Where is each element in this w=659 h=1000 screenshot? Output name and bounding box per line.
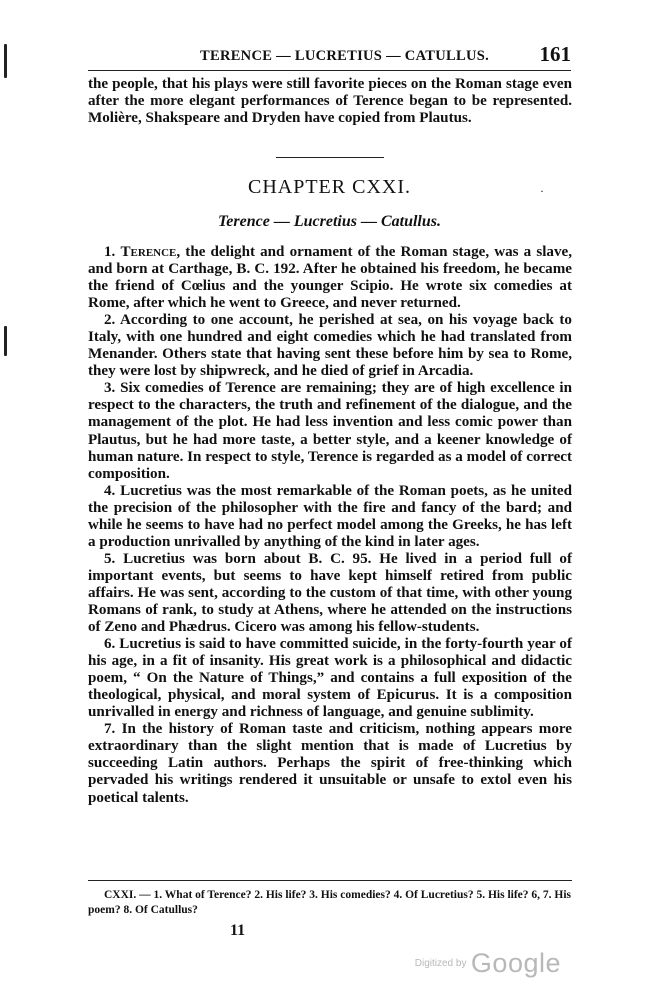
margin-mark-middle xyxy=(4,326,7,356)
printer-signature: 11 xyxy=(230,922,246,939)
paragraph-text: According to one account, he perished at sea, on his voyage back to Italy, with one hundred and eight comedies which he had translated from Menander. Others state that having sent these before him by sea to Rome, they were lost by shipwreck, and he died of grief in Arcadia. xyxy=(88,312,572,380)
paragraph-2 xyxy=(88,312,572,380)
paragraph-number: 7. xyxy=(104,721,116,738)
chapter-title: CHAPTER CXXI. xyxy=(247,176,411,198)
paragraph-text: In the history of Roman taste and criticism, nothing appears more extraordinary than the slight mention that is made of Lucretius by succeeding Latin authors. Perhaps the spirit of free-thinking which pervaded his writings rendered it unsuitable or unsafe to extol even his poetical talents. xyxy=(88,721,572,806)
chapter-subtitle: Terence — Lucretius — Catullus. xyxy=(218,213,441,230)
paragraph-6 xyxy=(88,636,572,721)
intro-paragraph: the people, that his plays were still favorite pieces on the Roman stage even after the more elegant performances of Terence began to be represented. Molière, Shakspeare and Dryden have copied from Plautus. xyxy=(88,76,572,127)
paragraph-7 xyxy=(88,721,572,806)
paragraph-text: , the delight and ornament of the Roman stage, was a slave, and born at Carthage, B. C. 192. After he obtained his freedom, he became the friend of Cœlius and the younger Scipio. He wrote six comedies at Rome, after which he went to Greece, and never returned. xyxy=(88,244,572,312)
paragraph-number: 5. xyxy=(104,550,116,567)
chapter-body xyxy=(88,244,572,807)
paragraph-text: Lucretius was born about B. C. 95. He lived in a period full of important events, but seems to have kept himself retired from public affairs. He was sent, according to the custom of that time, with other young Romans of rank, to study at Athens, where he attended on the instructions of Zeno and Phædrus. Cicero was among his fellow-students. xyxy=(88,550,572,636)
paragraph-number: 3. xyxy=(104,380,116,397)
paragraph-text: Six comedies of Terence are remaining; they are of high excellence in respect to the characters, the truth and refinement of the dialogue, and the management of the plot. He had less invention and less comic power than Plautus, but he had more taste, a better style, and a keener knowledge of human nature. In respect to style, Terence is regarded as a model of correct composition. xyxy=(88,380,572,482)
page-header xyxy=(88,42,571,71)
digitization-watermark xyxy=(415,948,561,979)
paragraph-lead: Terence xyxy=(120,244,177,260)
section-divider xyxy=(276,157,384,158)
watermark-prefix: Digitized by xyxy=(414,958,467,969)
paragraph-5 xyxy=(88,551,572,636)
paragraph-number: 1. xyxy=(104,244,116,260)
footnote-text: CXXI. — 1. What of Terence? 2. His life? 3. His comedies? 4. Of Lucretius? 5. His life? 6, 7. His poem? 8. Of Catullus? xyxy=(88,889,572,916)
paragraph-4 xyxy=(88,483,572,551)
paragraph-3 xyxy=(88,380,572,482)
paragraph-number: 6. xyxy=(104,636,116,653)
footnote-questions xyxy=(88,888,572,917)
paragraph-1 xyxy=(88,244,572,312)
running-head: TERENCE — LUCRETIUS — CATULLUS. xyxy=(200,48,490,64)
paragraph-number: 2. xyxy=(104,312,116,329)
page-number: 161 xyxy=(539,42,571,66)
margin-mark-top xyxy=(4,44,7,78)
paragraph-number: 4. xyxy=(104,482,116,499)
paragraph-text: Lucretius is said to have committed suicide, in the forty-fourth year of his age, in a fit of insanity. His great work is a philosophical and didactic poem, “ On the Nature of Things,” and contains a full exposition of the theological, physical, and moral system of Epicurus. It is a composition unrivalled in energy and richness of language, and genuine sublimity. xyxy=(88,636,572,721)
paragraph-text: Lucretius was the most remarkable of the Roman poets, as he united the precision of the philosopher with the fire and fancy of the bard; and while he seems to have had no perfect model among the Greeks, he has left a production unrivalled by anything of the kind in later ages. xyxy=(88,482,572,550)
footnote-divider xyxy=(88,880,572,881)
print-speck: · xyxy=(540,184,544,198)
watermark-brand: Google xyxy=(470,948,561,978)
